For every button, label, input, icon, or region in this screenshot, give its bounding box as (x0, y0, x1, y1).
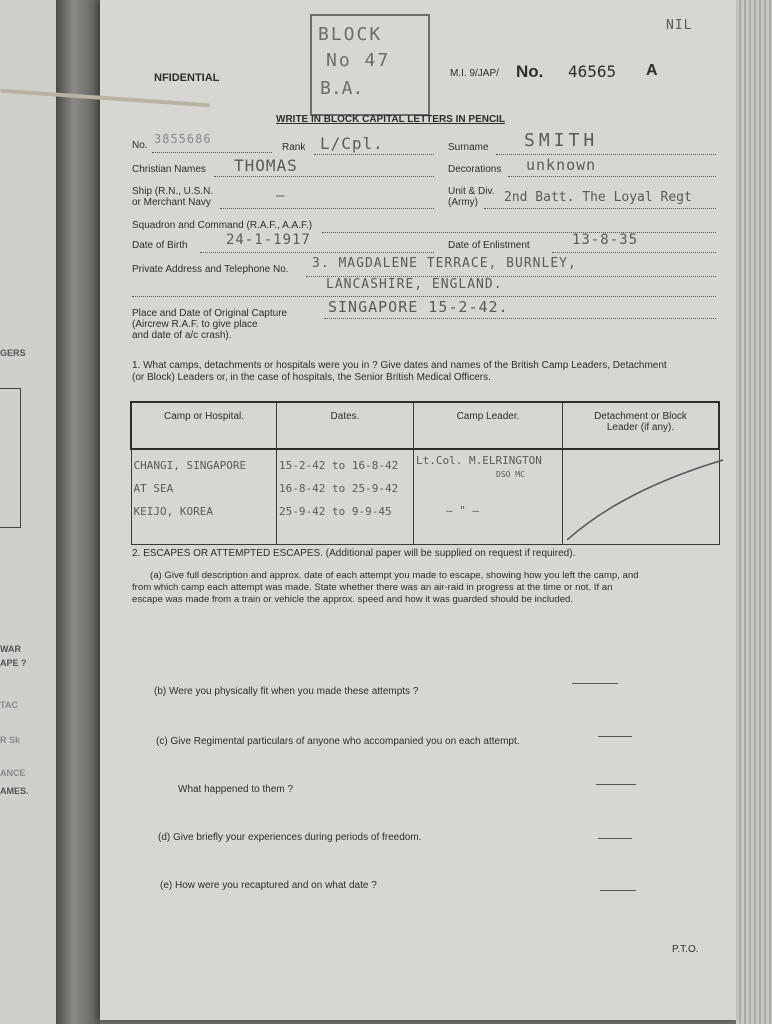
page-turn-note: P.T.O. (672, 944, 699, 955)
detachment-cell (563, 449, 720, 545)
classification: NFIDENTIAL (154, 72, 220, 84)
question-2a: (a) Give full description and approx. date of each attempt you made to escape, showing how you left the camp, and (150, 570, 639, 581)
dates-cell (277, 449, 414, 545)
surname-label: Surname (448, 142, 489, 153)
left-page-fragment: WAR (0, 644, 21, 654)
question-2a: escape was made from a train or vehicle the approx. speed and how it was guarded should be included. (132, 594, 574, 605)
leader-entry: DSO MC (496, 470, 525, 479)
decorations-value: unknown (526, 156, 597, 174)
stamp-line: No 47 (326, 50, 391, 71)
question-2e: (e) How were you recaptured and on what date ? (160, 880, 377, 891)
surname-value: SMITH (524, 130, 599, 151)
unit-label: (Army) (448, 197, 478, 208)
form-page (100, 0, 736, 1020)
enlistment-value: 13-8-35 (572, 232, 639, 248)
left-page-fragment: ANCE (0, 768, 26, 778)
ship-label: or Merchant Navy (132, 197, 211, 208)
stamp-line: B.A. (320, 78, 364, 99)
question-2a: from which camp each attempt was made. State whether there was an air-raid in progress at the time or not. If an (132, 582, 613, 593)
address-line: LANCASHIRE, ENGLAND. (326, 277, 503, 292)
capture-label: Place and Date of Original Capture (132, 308, 288, 319)
page-stack-edge (736, 0, 772, 1024)
enlistment-label: Date of Enlistment (448, 240, 530, 251)
camp-entry: CHANGI, SINGAPORE (133, 459, 247, 472)
col-dates: Dates. (277, 402, 414, 449)
camp-cell (131, 449, 277, 545)
col-camp-leader: Camp Leader. (414, 402, 563, 449)
form-number: 46565 (568, 62, 617, 81)
capture-value: SINGAPORE 15-2-42. (328, 298, 509, 316)
leader-entry: Lt.Col. M.ELRINGTON (416, 454, 542, 467)
ship-label: Ship (R.N., U.S.N. (132, 186, 214, 197)
unit-label: Unit & Div. (448, 186, 495, 197)
no-label: No. (132, 140, 148, 151)
corner-note: NIL (666, 18, 693, 33)
left-page-fragment: TAC (0, 700, 18, 710)
table-row (131, 449, 719, 545)
capture-label: and date of a/c crash). (132, 330, 232, 341)
left-page-fragment: AMES. (0, 786, 29, 796)
leader-entry: — " — (446, 504, 480, 517)
leader-cell (414, 449, 563, 545)
rank-label: Rank (282, 142, 306, 153)
date-entry: 15-2-42 to 16-8-42 (279, 459, 399, 472)
service-number: 3855686 (154, 132, 212, 146)
camp-entry: KEIJO, KOREA (133, 505, 213, 518)
date-entry: 25-9-42 to 9-9-45 (279, 505, 392, 518)
adjacent-page (0, 0, 58, 1024)
christian-label: Christian Names (132, 164, 206, 175)
dob-label: Date of Birth (132, 240, 188, 251)
binding-spine (56, 0, 100, 1024)
squadron-label: Squadron and Command (R.A.F., A.A.F.) (132, 220, 313, 231)
decorations-label: Decorations (448, 164, 502, 175)
address-label: Private Address and Telephone No. (132, 264, 289, 275)
rank-value: L/Cpl. (320, 134, 384, 153)
question-1: 1. What camps, detachments or hospitals were you in ? Give dates and names of the British Camp Leaders, Detachment (132, 360, 667, 371)
left-page-fragment: GERS (0, 348, 26, 358)
date-entry: 16-8-42 to 25-9-42 (279, 482, 399, 495)
address-line: 3. MAGDALENE TERRACE, BURNLEY, (312, 256, 577, 271)
capture-label: (Aircrew R.A.F. to give place (132, 319, 258, 330)
question-2-title: 2. ESCAPES OR ATTEMPTED ESCAPES. (Additional paper will be supplied on request if required). (132, 548, 576, 559)
form-suffix: A (646, 62, 658, 79)
strike-line (563, 450, 727, 544)
form-ref: M.I. 9/JAP/ (450, 68, 499, 79)
col-detachment-leader: Detachment or Block Leader (if any). (563, 402, 720, 449)
question-2d: (d) Give briefly your experiences during periods of freedom. (158, 832, 422, 843)
unit-value: 2nd Batt. The Loyal Regt (504, 190, 692, 205)
camps-table (130, 401, 720, 545)
christian-value: THOMAS (234, 156, 298, 175)
ship-value: — (276, 188, 286, 204)
col-camp: Camp or Hospital. (131, 402, 277, 449)
block-stamp (310, 14, 430, 116)
left-page-fragment: R Sk (0, 735, 21, 745)
question-2c: (c) Give Regimental particulars of anyone who accompanied you on each attempt. (156, 736, 520, 747)
question-2b: (b) Were you physically fit when you made these attempts ? (154, 686, 419, 697)
stamp-line: BLOCK (318, 24, 383, 45)
camp-entry: AT SEA (133, 482, 174, 495)
left-page-box (0, 388, 21, 528)
question-2c-followup: What happened to them ? (178, 784, 294, 795)
dob-value: 24-1-1917 (226, 232, 311, 248)
instruction: WRITE IN BLOCK CAPITAL LETTERS IN PENCIL (276, 114, 506, 125)
question-1: (or Block) Leaders or, in the case of hospitals, the Senior British Medical Officers. (132, 372, 491, 383)
left-page-fragment: APE ? (0, 658, 27, 668)
number-label: No. (516, 62, 544, 81)
